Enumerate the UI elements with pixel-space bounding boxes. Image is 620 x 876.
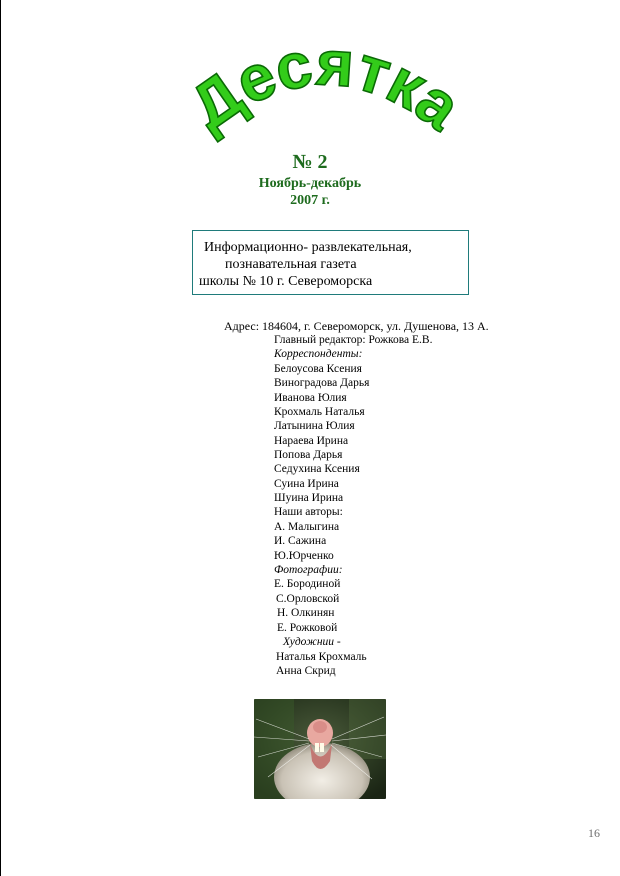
artist-name: Анна Скрид	[276, 665, 336, 677]
description-line-1: Информационно- развлекательная,	[204, 240, 412, 255]
photographer-name: С.Орловской	[276, 593, 340, 605]
author-name: Ю.Юрченко	[274, 550, 334, 562]
artist-name: Наталья Крохмаль	[276, 651, 367, 663]
correspondent-name: Седухина Ксения	[274, 463, 360, 475]
issue-months: Ноябрь-декабрь	[258, 176, 362, 191]
correspondent-name: Виноградова Дарья	[274, 377, 370, 389]
description-line-2: познавательная газета	[225, 257, 357, 272]
author-name: И. Сажина	[274, 535, 327, 547]
correspondent-name: Суина Ирина	[274, 478, 339, 490]
rat-photo	[254, 699, 386, 799]
author-name: А. Малыгина	[274, 521, 340, 533]
correspondent-name: Нараева Ирина	[274, 435, 349, 447]
correspondent-name: Белоусова Ксения	[274, 363, 362, 375]
issue-number: № 2	[292, 151, 328, 173]
artists-heading: Художнии -	[283, 636, 341, 648]
correspondent-name: Латынина Юлия	[274, 420, 355, 432]
page-number: 16	[588, 826, 600, 840]
correspondent-name: Попова Дарья	[274, 449, 343, 461]
newspaper-title: Десятка	[176, 26, 474, 144]
correspondent-name: Шуина Ирина	[274, 492, 344, 504]
issue-year: 2007 г.	[290, 193, 330, 208]
authors-heading: Наши авторы:	[274, 506, 343, 518]
page-left-border	[0, 0, 1, 876]
photos-heading: Фотографии:	[274, 564, 343, 576]
correspondents-heading: Корреспонденты:	[274, 348, 363, 360]
photographer-name: Е. Бородиной	[274, 578, 341, 590]
description-box	[192, 230, 469, 295]
photographer-name: Н. Олкинян	[277, 607, 335, 619]
correspondent-name: Иванова Юлия	[274, 392, 347, 404]
correspondent-name: Крохмаль Наталья	[274, 406, 365, 418]
address: Адрес: 184604, г. Североморск, ул. Душенова, 13 А.	[224, 319, 489, 333]
description-line-3: школы № 10 г. Североморска	[199, 274, 373, 289]
editor: Главный редактор: Рожкова Е.В.	[274, 334, 433, 346]
newspaper-title-wordart	[176, 26, 474, 150]
photographer-name: Е. Рожковой	[277, 622, 338, 634]
